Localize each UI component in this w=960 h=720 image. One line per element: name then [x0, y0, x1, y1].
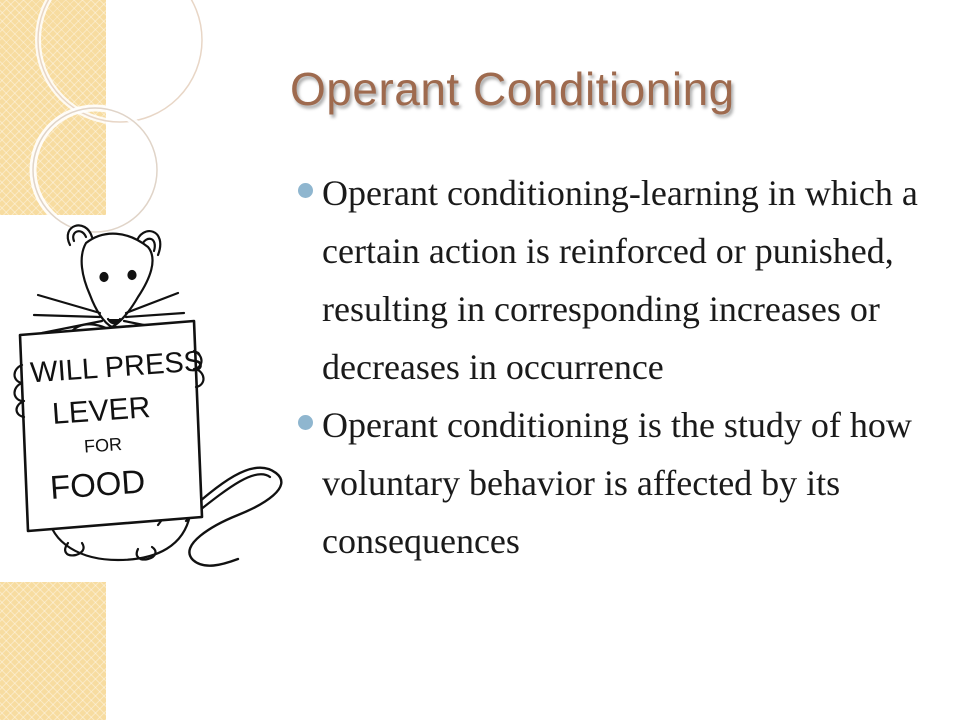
decorative-panel-bottom [0, 582, 106, 720]
bullet-icon [298, 415, 313, 430]
sign-line: LEVER [51, 391, 152, 431]
bullet-list [298, 164, 958, 570]
slide-title: Operant Conditioning [290, 63, 735, 115]
sign-line: WILL PRESS [29, 345, 205, 390]
rat-holding-sign-icon [8, 215, 288, 570]
bullet-item [298, 164, 958, 396]
sign-line: FOR [83, 434, 123, 457]
bullet-text: Operant conditioning-learning in which a certain action is reinforced or punished, resulting in corresponding increases or decreases in occurrence [322, 173, 918, 387]
bullet-icon [298, 183, 313, 198]
decorative-circles [0, 0, 180, 230]
bullet-item [298, 396, 958, 570]
sign-line: FOOD [48, 462, 147, 507]
bullet-text: Operant conditioning is the study of how voluntary behavior is affected by its consequences [322, 405, 912, 561]
